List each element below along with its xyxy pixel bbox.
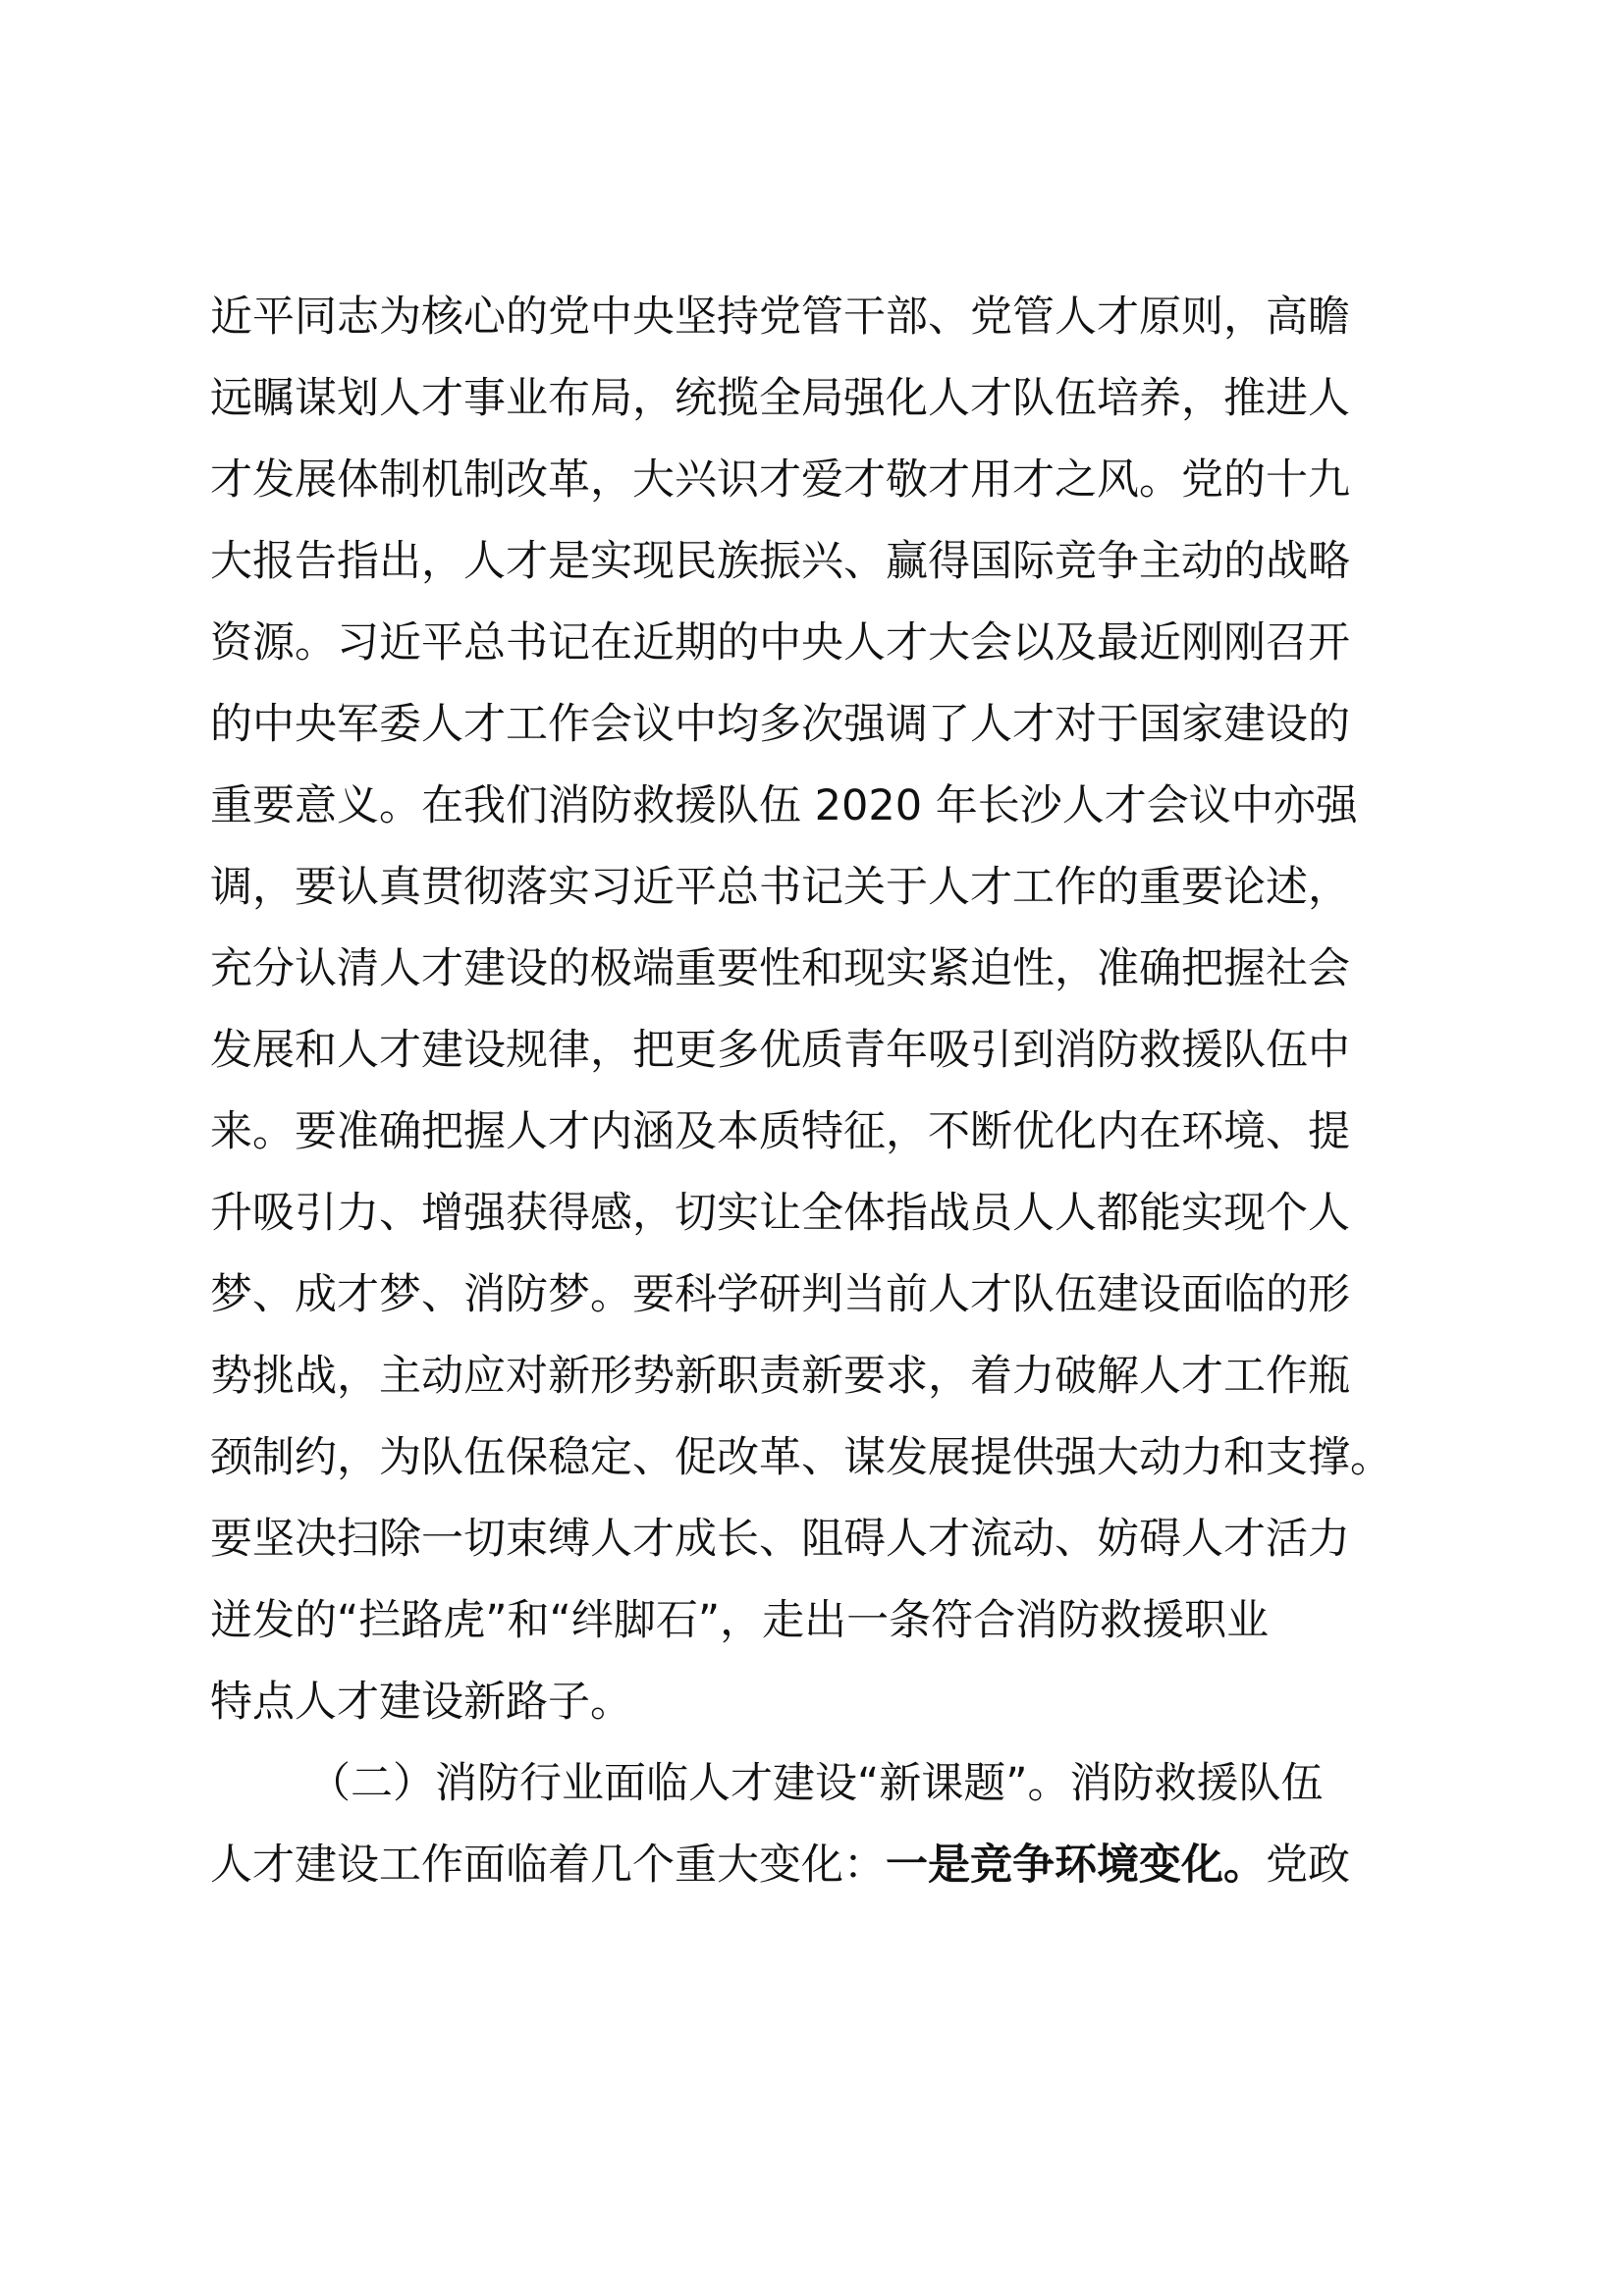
text-line <box>210 1825 1437 1906</box>
text-line: 来。要准确把握人才内涵及本质特征，不断优化内在环境、提 <box>210 1107 1350 1156</box>
text-line: 大报告指出，人才是实现民族振兴、赢得国际竞争主动的战略 <box>210 537 1350 586</box>
text-line: 发展和人才建设规律，把更多优质青年吸引到消防救援队伍中 <box>210 1026 1350 1075</box>
text-line: 调，要认真贯彻落实习近平总书记关于人才工作的重要论述， <box>210 863 1350 912</box>
body-text <box>210 277 1437 1906</box>
text-line: 势挑战，主动应对新形势新职责新要求，着力破解人才工作瓶 <box>210 1352 1350 1401</box>
text-line: 重要意义。在我们消防救援队伍 2020 年长沙人才会议中亦强 <box>210 781 1358 830</box>
text-line: 颈制约，为队伍保稳定、促改革、谋发展提供强大动力和支撑。 <box>210 1433 1392 1482</box>
text-line: 充分认清人才建设的极端重要性和现实紧迫性，准确把握社会 <box>210 944 1350 993</box>
section-heading-line: （二）消防行业面临人才建设“新课题”。消防救援队伍 <box>308 1759 1324 1808</box>
text-line: 才发展体制机制改革，大兴识才爱才敬才用才之风。党的十九 <box>210 455 1350 505</box>
text-line: 近平同志为核心的党中央坚持党管干部、党管人才原则，高瞻 <box>210 293 1350 342</box>
text-line: 梦、成才梦、消防梦。要科学研判当前人才队伍建设面临的形 <box>210 1270 1350 1319</box>
text-line: 资源。习近平总书记在近期的中央人才大会以及最近刚刚召开 <box>210 618 1350 667</box>
text-line: 特点人才建设新路子。 <box>210 1678 632 1727</box>
text-bold-emphasis: 一是竞争环境变化。 <box>886 1841 1266 1890</box>
text-normal: 人才建设工作面临着几个重大变化： <box>210 1841 886 1890</box>
text-line: 迸发的“拦路虎”和“绊脚石”，走出一条符合消防救援职业 <box>210 1596 1270 1645</box>
text-line: 的中央军委人才工作会议中均多次强调了人才对于国家建设的 <box>210 700 1350 749</box>
text-normal: 党政 <box>1266 1841 1350 1890</box>
text-line: 要坚决扫除一切束缚人才成长、阻碍人才流动、妨碍人才活力 <box>210 1515 1350 1564</box>
text-line: 远瞩谋划人才事业布局，统揽全局强化人才队伍培养，推进人 <box>210 374 1350 423</box>
text-line: 升吸引力、增强获得感，切实让全体指战员人人都能实现个人 <box>210 1189 1350 1238</box>
